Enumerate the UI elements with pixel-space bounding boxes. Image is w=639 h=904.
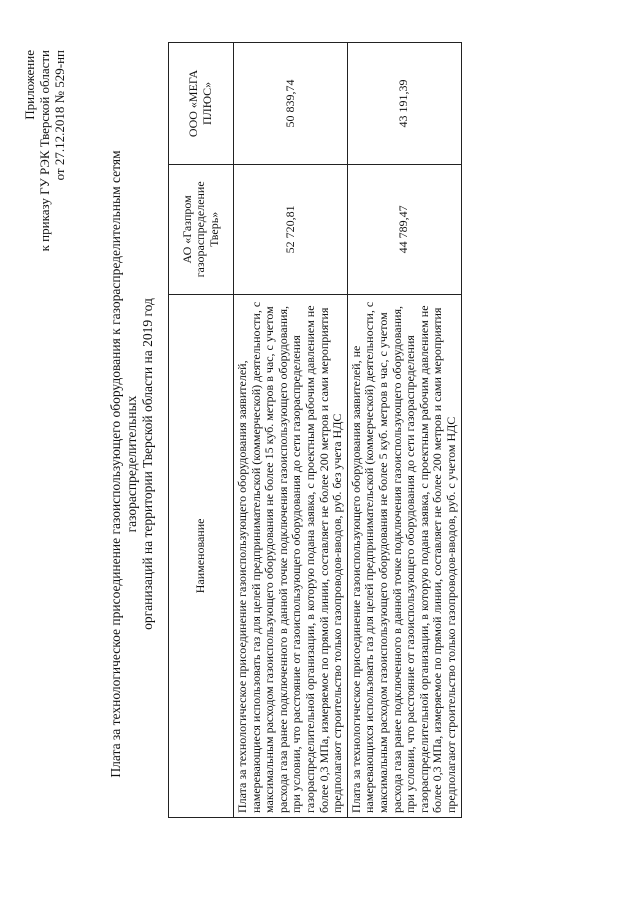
tariff-table	[168, 42, 462, 818]
header-mega-plus: ООО «МЕГА ПЛЮС»	[169, 43, 234, 165]
row-value-gazprom: 52 720,81	[234, 164, 348, 294]
row-value-gazprom: 44 789,47	[347, 164, 461, 294]
title-line-1: Плата за технологическое присоединение газоиспользующего оборудования к газораспределительным сетям газораспределительных	[108, 150, 139, 778]
row-description: Плата за технологическое присоединение газоиспользующего оборудования заявителей, не намеревающихся использовать газ для целей предпринимательской (коммерческой) деятельности, с максимальным расходом газоиспользующего оборудования не более 5 куб. метров в час, с учетом расхода газа ранее подключенного в данной точке подключения газоиспользующего оборудования, при условии, что расстояние от газоиспользующего оборудования до сети газораспределения газораспределительной организации, в которую подана заявка, с проектным рабочим давлением не более 0,3 МПа, измеряемое по прямой линии, составляет не более 200 метров и сами мероприятия предполагают строительство только газопроводов-вводов, руб. с учетом НДС	[347, 294, 461, 817]
table-row	[347, 43, 461, 818]
appendix-line-1: Приложение	[22, 50, 37, 120]
appendix-line-2: к приказу ГУ РЭК Тверской области	[37, 50, 52, 252]
row-value-mega-plus: 50 839,74	[234, 43, 348, 165]
document-title	[108, 84, 156, 844]
header-name: Наименование	[169, 294, 234, 817]
appendix-block	[22, 50, 67, 251]
table-row	[234, 43, 348, 818]
table-header-row	[169, 43, 234, 818]
row-value-mega-plus: 43 191,39	[347, 43, 461, 165]
header-gazprom: АО «Газпром газораспределение Тверь»	[169, 164, 234, 294]
appendix-line-3: от 27.12.2018 № 529-нп	[52, 50, 67, 181]
row-description: Плата за технологическое присоединение газоиспользующего оборудования заявителей, намеревающиеся использовать газ для целей предпринимательской (коммерческой) деятельности, с максимальным расходом газоиспользующего оборудования не более 15 куб. метров в час, с учетом расхода газа ранее подключенного в данной точке подключения газоиспользующего оборудования, при условии, что расстояние от газоиспользующего оборудования до сети газораспределения газораспределительной организации, в которую подана заявка, с проектным рабочим давлением не более 0,3 МПа, измеряемое по прямой линии, составляет не более 200 метров и сами мероприятия предполагают строительство только газопроводов-вводов, руб. без учета НДС	[234, 294, 348, 817]
title-line-2: организаций на территории Тверской области на 2019 год	[140, 298, 155, 630]
